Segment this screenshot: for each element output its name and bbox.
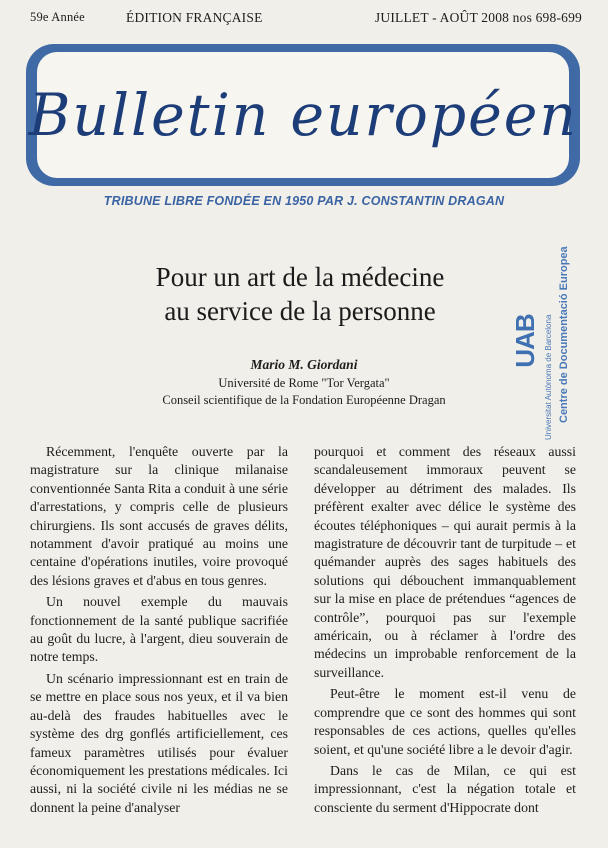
- affiliation-line-1: Université de Rome "Tor Vergata": [218, 376, 390, 390]
- article-title-line-1: Pour un art de la médecine: [155, 262, 445, 292]
- paragraph: Récemment, l'enquête ouverte par la magistrature sur la clinique milanaise conventionnée Santa Rita a conduit à une série d'arrestations, y compris celle de plusieurs chirurgiens. Ils sont accusés de graves délits, notamment d'avoir pratiqué au moins une centaine d'opérations inutiles, voire provoqué des lésions graves et d'abus en tous genres.: [30, 444, 288, 588]
- author-affiliation: [40, 375, 568, 409]
- affiliation-line-2: Conseil scientifique de la Fondation Européenne Dragan: [162, 393, 446, 407]
- paragraph: Dans le cas de Milan, ce qui est impressionnant, c'est la négation totale et consciente du serment d'Hippocrate dont: [314, 762, 576, 815]
- article-title-line-2: au service de la personne: [164, 296, 436, 326]
- masthead-inner: [28, 52, 578, 178]
- uab-logo: UAB: [510, 314, 540, 368]
- paragraph: Un nouvel exemple du mauvais fonctionnement de la santé publique sacrifiée au goût du lucre, à l'argent, dieu souverain de notre temps.: [30, 594, 288, 665]
- stamp-university: Universitat Autònoma de Barcelona: [544, 314, 553, 440]
- article-author: Mario M. Giordani: [250, 357, 358, 372]
- masthead-tagline: TRIBUNE LIBRE FONDÉE EN 1950 PAR J. CONSTANTIN DRAGAN: [103, 194, 505, 208]
- paragraph: Peut-être le moment est-il venu de comprendre que ce sont des hommes qui sont responsables de ces actions, quelles qu'elles soient, et qu'une société libre a le devoir d'agir.: [314, 686, 576, 757]
- article-column-right: [314, 443, 576, 817]
- stamp-centre: Centre de Documentació Europea: [558, 246, 570, 423]
- issue-year: 59e Année: [30, 10, 85, 24]
- edition-label: ÉDITION FRANÇAISE: [126, 10, 263, 25]
- masthead-title: Bulletin européen: [28, 81, 578, 149]
- issue-date: JUILLET - AOÛT 2008 nos 698-699: [374, 10, 582, 25]
- paragraph: Un scénario impressionnant est en train de se mettre en place sous nos yeux, et il va bien au-delà des fraudes habituelles avec le système des drg gonflés artificiellement, ces fameux paramètres utilisés pour évaluer économiquement les prestations médicales. Ici aussi, ni la société civile ni les médias ne se donnent la peine d'analyser: [30, 670, 288, 815]
- masthead-banner: [26, 44, 580, 186]
- article-title: [60, 260, 540, 328]
- paragraph-continuation: pourquoi et comment des réseaux aussi scandaleusement immoraux peuvent se développer au détriment des malades. Ils préfèrent exalter avec délice le système des écoutes téléphoniques – qui aurait permis à la magistrature de découvrir tant de turpitude – et quémander auprès des sages habituels des solutions qui débouchent immanquablement sur la mise en place de prétendues “agences de contrôle”, pourquoi pas sur l'exemple américain, ou à réclamer à l'ordre des médecins un improbable renforcement de la surveillance.: [314, 444, 576, 680]
- article-column-left: [30, 443, 288, 817]
